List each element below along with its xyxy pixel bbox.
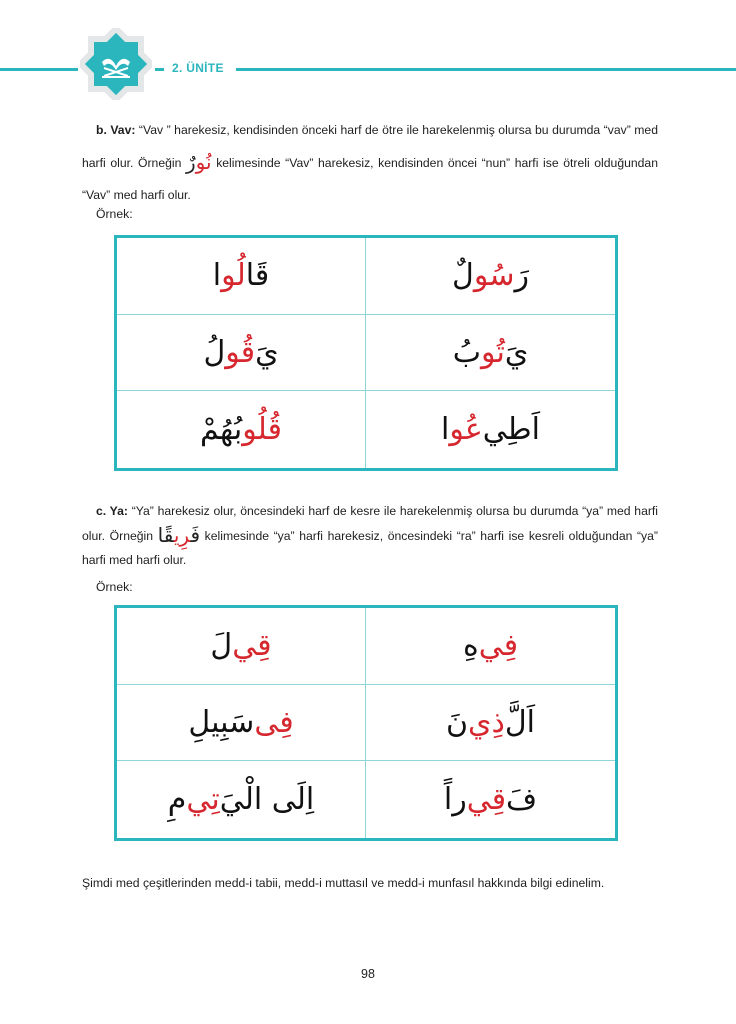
header-rule-right	[236, 68, 736, 71]
quran-star-logo-icon	[80, 28, 152, 100]
section-c-text-2: kelimesinde “ya” harfi harekesiz, öncesindeki “ra” harfi ise kesreli olduğundan “ya” harfi med harfi olur.	[82, 529, 658, 567]
header-rule-dash	[155, 68, 164, 71]
section-c-paragraph	[82, 499, 658, 572]
page-number: 98	[361, 967, 375, 981]
vav-examples-table	[114, 235, 618, 471]
inline-arabic-word-farikan: فَرِيقًا	[157, 523, 201, 547]
example-cell: رَ سُو لٌ	[366, 238, 615, 315]
section-b-lead: b. Vav:	[96, 123, 136, 137]
section-c-text-1: “Ya” harekesiz olur, öncesindeki harf de kesre ile harekelenmiş olursa bu durumda “ya” med harfi olur. Örneğin	[82, 504, 659, 543]
section-c-example-label: Örnek:	[96, 580, 133, 594]
section-c-lead: c. Ya:	[96, 504, 128, 518]
example-cell: اِلَى الْيَ تِي مِ	[117, 761, 366, 838]
example-cell: قِي لَ	[117, 608, 366, 685]
example-cell: فِي هِ	[366, 608, 615, 685]
ya-examples-table	[114, 605, 618, 841]
example-cell: يَ قُو لُ	[117, 315, 366, 392]
inline-arabic-word-nur: نُورٌ	[185, 150, 212, 174]
example-cell: قُلُو بُهُمْ	[117, 391, 366, 468]
section-b-example-label: Örnek:	[96, 207, 133, 221]
unit-title: 2. ÜNİTE	[172, 61, 224, 75]
example-cell: اَطِي عُو ا	[441, 412, 540, 448]
closing-sentence: Şimdi med çeşitlerinden medd-i tabii, medd-i muttasıl ve medd-i munfasıl hakkında bilgi edinelim.	[82, 876, 605, 890]
section-b-paragraph	[82, 114, 658, 211]
example-cell: فِى سَبِيلِ	[117, 685, 366, 762]
example-cell: فَ قِي راً	[443, 782, 538, 818]
section-b-text-2: kelimesinde “Vav” harekesiz, kendisinden öncei “nun” harfi ise ötreli olduğundan “Vav” med harfi olur.	[82, 156, 658, 202]
example-cell: اَلَّ ذِي نَ	[366, 685, 615, 762]
example-cell: يَ تُو بُ	[366, 315, 615, 392]
example-cell: قَا لُو ا	[117, 238, 366, 315]
header-rule-left	[0, 68, 78, 71]
section-b-text-1: “Vav ” harekesiz, kendisinden önceki harf de ötre ile harekelenmiş olursa bu durumda “vav” med harfi olur. Örneğin	[82, 123, 658, 170]
